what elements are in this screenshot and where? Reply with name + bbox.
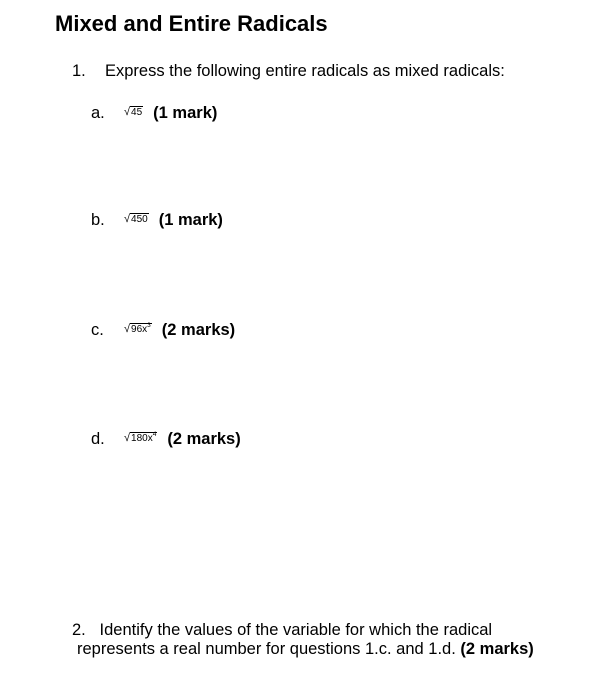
radicand: 450	[131, 214, 148, 225]
radicand: 96x	[131, 324, 148, 335]
question-1	[72, 61, 505, 81]
part-letter: b.	[91, 211, 105, 229]
marks-label: (1 mark)	[158, 211, 223, 229]
radical-sign-icon: √	[124, 432, 131, 444]
marks-label: (1 mark)	[153, 104, 218, 122]
question-2-line-1	[72, 621, 592, 640]
question-2	[72, 621, 592, 659]
marks-label: (2 marks)	[167, 430, 241, 448]
question-2-text-2: represents a real number for questions 1.c. and 1.d.	[77, 640, 456, 658]
radical-expression	[124, 105, 143, 119]
part-letter: a.	[91, 104, 105, 122]
radical-sign-icon: √	[124, 106, 131, 118]
page-title: Mixed and Entire Radicals	[55, 11, 328, 36]
question-part-a	[91, 102, 217, 124]
question-2-line-2	[72, 640, 592, 659]
radical-expression	[124, 322, 152, 336]
radicand-wrap	[130, 432, 157, 444]
exponent: 3	[147, 321, 151, 329]
question-number: 1.	[72, 62, 86, 80]
question-part-c	[91, 319, 235, 341]
radicand: 45	[131, 107, 143, 118]
radical-sign-icon: √	[124, 213, 131, 225]
marks-label: (2 marks)	[161, 321, 236, 339]
radical-expression	[124, 431, 157, 445]
radical-expression	[124, 212, 149, 226]
part-letter: d.	[91, 430, 105, 448]
question-prompt: Express the following entire radicals as mixed radicals:	[105, 62, 505, 80]
radicand-wrap	[130, 323, 152, 335]
question-part-b	[91, 209, 223, 231]
radical-sign-icon: √	[124, 323, 131, 335]
radicand: 180x	[131, 433, 153, 444]
question-number: 2.	[72, 621, 86, 639]
question-part-d	[91, 428, 241, 450]
exponent: 4	[152, 430, 157, 438]
question-2-text-1: Identify the values of the variable for which the radical	[99, 621, 493, 639]
marks-label: (2 marks)	[460, 640, 534, 658]
part-letter: c.	[91, 321, 104, 339]
